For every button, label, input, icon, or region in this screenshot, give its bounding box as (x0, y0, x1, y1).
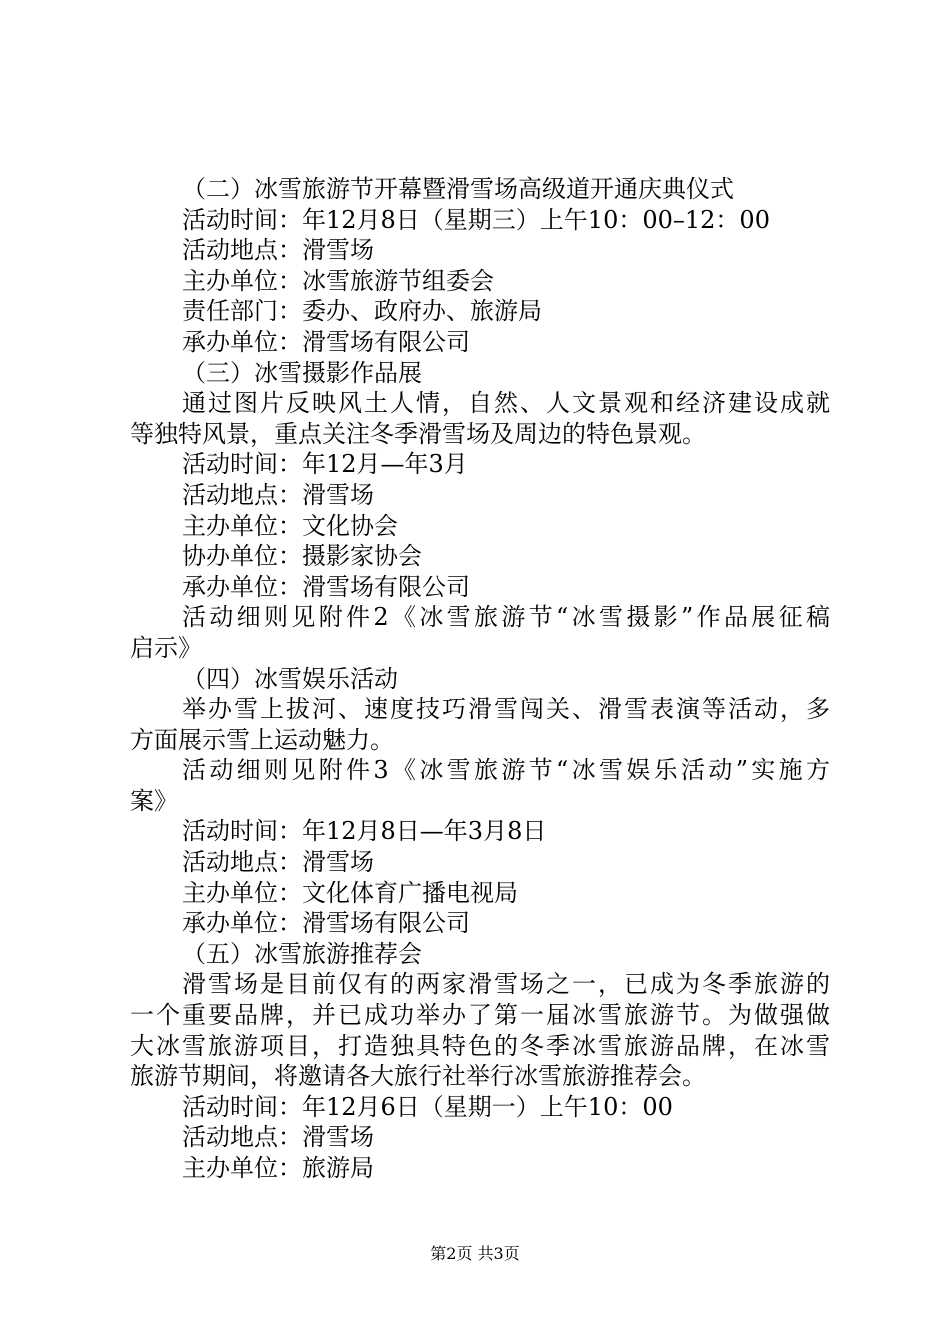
text-line: 举办雪上拔河、速度技巧滑雪闯关、滑雪表演等活动，多 (182, 695, 830, 724)
text-line: 等独特风景，重点关注冬季滑雪场及周边的特色景观。 (130, 419, 706, 448)
text-line: 旅游节期间，将邀请各大旅行社举行冰雪旅游推荐会。 (130, 1062, 706, 1091)
text-line: （二）冰雪旅游节开幕暨滑雪场高级道开通庆典仪式 (182, 175, 734, 203)
text-line: 承办单位：滑雪场有限公司 (182, 909, 470, 938)
text-line: （四）冰雪娱乐活动 (182, 664, 398, 693)
text-line: 主办单位：文化协会 (182, 511, 398, 540)
text-line: 活动细则见附件2《冰雪旅游节“冰雪摄影”作品展征稿 (182, 603, 830, 632)
text-line: 活动地点：滑雪场 (182, 236, 374, 265)
text-line: 活动时间：年12月8日—年3月8日 (182, 817, 547, 846)
text-line: 承办单位：滑雪场有限公司 (182, 327, 470, 356)
text-line: 主办单位：文化体育广播电视局 (182, 878, 518, 907)
text-line: （五）冰雪旅游推荐会 (182, 939, 422, 968)
document-body (130, 174, 830, 1184)
text-line: 活动地点：滑雪场 (182, 1123, 374, 1152)
text-line: 责任部门：委办、政府办、旅游局 (182, 297, 542, 326)
text-line: 主办单位：冰雪旅游节组委会 (182, 266, 494, 295)
text-line: 一个重要品牌，并已成功举办了第一届冰雪旅游节。为做强做 (130, 1001, 830, 1030)
text-line: 活动地点：滑雪场 (182, 848, 374, 877)
text-line: 承办单位：滑雪场有限公司 (182, 572, 470, 601)
text-line: 案》 (130, 786, 178, 815)
text-line: 活动细则见附件3《冰雪旅游节“冰雪娱乐活动”实施方 (182, 756, 830, 785)
text-line: 活动时间：年12月6日（星期一）上午10：00 (182, 1092, 673, 1121)
text-line: 活动时间：年12月—年3月 (182, 450, 468, 479)
text-line: 协办单位：摄影家协会 (182, 542, 422, 571)
text-line: 主办单位：旅游局 (182, 1154, 374, 1182)
text-line: （三）冰雪摄影作品展 (182, 358, 422, 387)
text-line: 滑雪场是目前仅有的两家滑雪场之一，已成为冬季旅游的 (182, 970, 830, 999)
text-line: 活动地点：滑雪场 (182, 480, 374, 509)
page-footer: 第2页 共3页 (430, 1244, 520, 1263)
text-line: 方面展示雪上运动魅力。 (130, 725, 394, 754)
text-line: 通过图片反映风土人情，自然、人文景观和经济建设成就 (182, 389, 830, 418)
text-line: 大冰雪旅游项目，打造独具特色的冬季冰雪旅游品牌，在冰雪 (130, 1031, 830, 1060)
text-line: 活动时间：年12月8日（星期三）上午10：00–12：00 (182, 205, 770, 234)
text-line: 启示》 (130, 633, 202, 662)
